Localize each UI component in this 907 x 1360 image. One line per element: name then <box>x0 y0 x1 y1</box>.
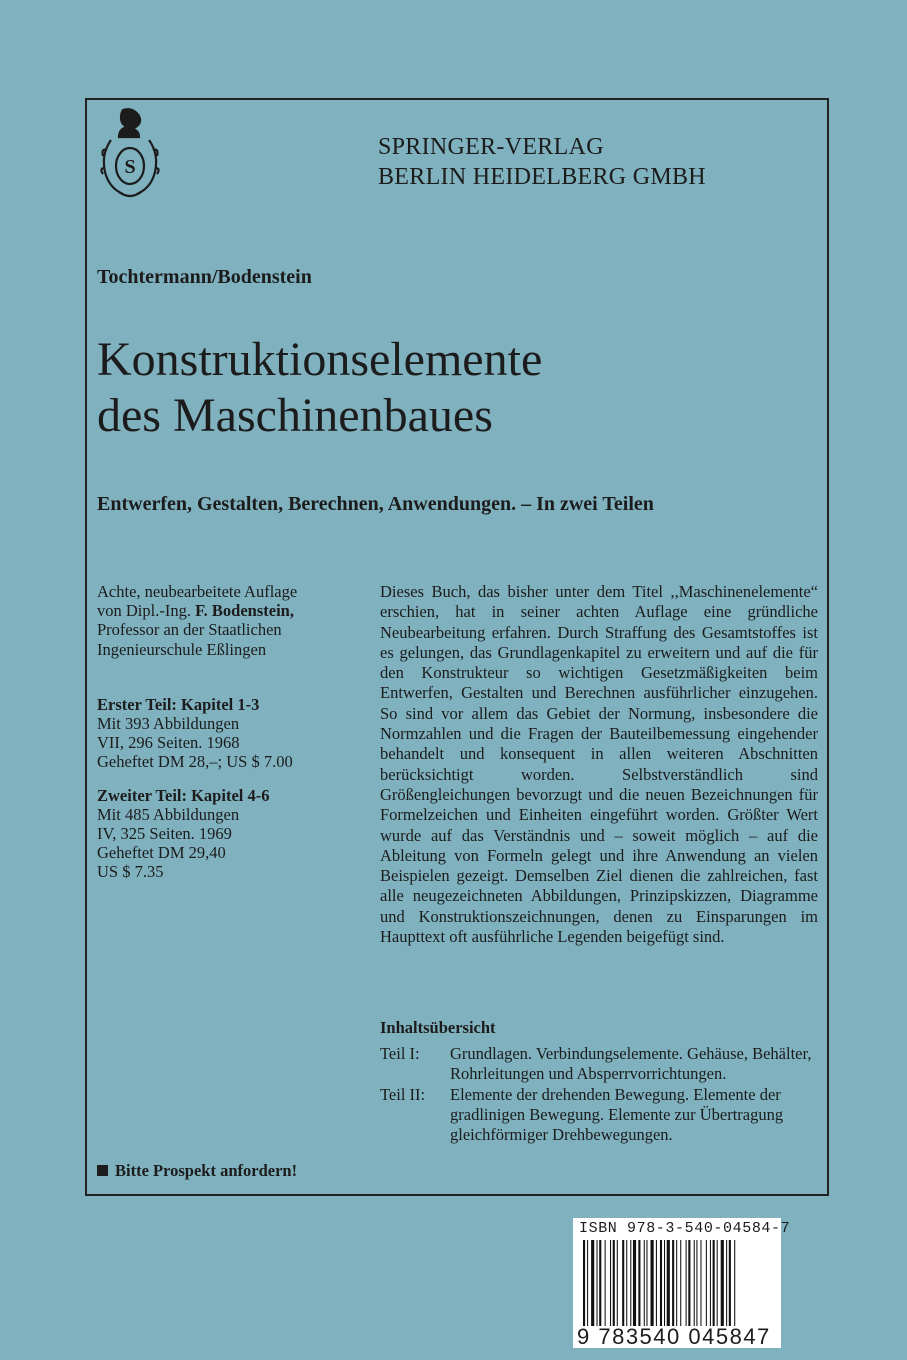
edition-line3: Professor an der Staatlichen <box>97 620 282 640</box>
barcode-bar <box>597 1240 598 1326</box>
isbn-barcode <box>573 1218 791 1349</box>
part-one-line: VII, 296 Seiten. 1968 <box>97 733 240 753</box>
barcode-bar <box>613 1240 615 1326</box>
table-of-contents <box>380 1044 820 1145</box>
book-title <box>97 332 542 444</box>
barcode-bar <box>706 1240 707 1326</box>
barcode-bar <box>605 1240 606 1326</box>
toc-item-text: Grundlagen. Verbindungselemente. Gehäuse, Behälter, Rohrleitungen und Absperrvorrichtungen. <box>450 1044 812 1084</box>
barcode-bar <box>713 1240 715 1326</box>
barcode-bar <box>656 1240 657 1326</box>
barcode-bar <box>700 1240 701 1326</box>
toc-item-label: Teil II: <box>380 1084 426 1104</box>
barcode-bar <box>726 1240 727 1326</box>
book-subtitle: Entwerfen, Gestalten, Berechnen, Anwendungen. – In zwei Teilen <box>97 493 654 515</box>
part-two-line: Geheftet DM 29,40 <box>97 843 226 863</box>
prospekt-text: Bitte Prospekt anfordern! <box>115 1161 298 1180</box>
part-one-block <box>97 695 367 772</box>
part-two-block <box>97 786 367 882</box>
barcode-bar <box>622 1240 624 1326</box>
square-bullet-icon <box>97 1165 108 1176</box>
barcode-bar <box>717 1240 718 1326</box>
barcode-bar <box>610 1240 611 1326</box>
part-two-line: IV, 325 Seiten. 1969 <box>97 824 232 844</box>
edition-line1: Achte, neubearbeitete Auflage <box>97 582 298 601</box>
barcode-bar <box>599 1240 601 1326</box>
barcode-bar <box>646 1240 647 1326</box>
prospekt-notice <box>97 1161 297 1181</box>
barcode-bar <box>583 1240 585 1326</box>
edition-line4: Ingenieurschule Eßlingen <box>97 639 267 659</box>
part-one-line: Geheftet DM 28,–; US $ 7.00 <box>97 752 293 772</box>
barcode-bar <box>694 1240 695 1326</box>
edition-line2 <box>97 601 367 620</box>
publisher-line2: BERLIN HEIDELBERG GMBH <box>378 164 706 190</box>
barcode-bar <box>721 1240 724 1326</box>
toc-item-label: Teil I: <box>380 1044 420 1063</box>
barcode-bar <box>644 1240 645 1326</box>
edition-block <box>97 582 367 659</box>
publisher-line1: SPRINGER-VERLAG <box>378 134 604 160</box>
toc-heading: Inhaltsübersicht <box>380 1018 496 1037</box>
barcode-bar <box>688 1240 690 1326</box>
barcode-bar <box>660 1240 662 1326</box>
barcode-bar <box>633 1240 636 1326</box>
title-line1: Konstruktionselemente <box>97 333 543 386</box>
barcode-bar <box>686 1240 687 1326</box>
barcode-bar <box>729 1240 731 1326</box>
barcode-bar <box>734 1240 735 1326</box>
barcode-bar <box>667 1240 670 1326</box>
title-line2: des Maschinenbaues <box>97 389 493 442</box>
part-two-line: Mit 485 Abbildungen <box>97 804 240 824</box>
barcode-bar <box>587 1240 588 1326</box>
barcode-bar <box>591 1240 594 1326</box>
barcode-bar <box>696 1240 697 1326</box>
edition-author-name: F. Bodenstein, <box>195 601 294 621</box>
edition-info <box>97 582 367 896</box>
toc-item-text: Elemente der drehenden Bewegung. Elemente der gradlinigen Bewegung. Elemente zur Übertragung gleichförmiger Drehbewegungen. <box>450 1084 784 1145</box>
part-one-heading: Erster Teil: Kapitel 1-3 <box>97 694 260 714</box>
isbn-digits: 9 783540 045847 <box>577 1324 771 1349</box>
part-two-line: US $ 7.35 <box>97 862 164 882</box>
barcode-bar <box>672 1240 674 1326</box>
part-one-line: Mit 393 Abbildungen <box>97 714 240 734</box>
barcode-bar <box>626 1240 627 1326</box>
barcode-bar <box>630 1240 631 1326</box>
toc-item <box>380 1085 820 1146</box>
barcode-bar <box>676 1240 677 1326</box>
barcode-bars <box>583 1240 773 1326</box>
book-authors: Tochtermann/Bodenstein <box>97 266 312 288</box>
barcode-bar <box>710 1240 711 1326</box>
logo-letter: S <box>124 156 136 178</box>
part-two-heading: Zweiter Teil: Kapitel 4-6 <box>97 785 270 805</box>
publisher-name <box>378 132 706 192</box>
description-text: Dieses Buch, das bisher unter dem Titel ,,Maschinenelemente“ erschien, hat in seiner achten Auflage eine gründliche Neubearbeitung erfahren. Durch Straffung des Gesamtstoffes ist es gelungen, das Grundlagenkapitel zu erweitern und auf die für den Konstrukteur so wichtigen Gesetzmäßigkeiten beim Entwerfen, Gestalten und Berechnen ausführlicher einzugehen. So sind vor allem das Gebiet der Normung, insbesondere die Normzahlen und die Fragen der Bauteilbemessung eingehender behandelt und konsequent in allen weiteren Abschnitten berücksichtigt worden. Selbstverständlich sind Größengleichungen bevorzugt und die neuen Bezeichnungen für Formelzeichen und Einheiten eingeführt worden. Größter Wert wurde auf das Verständnis und – soweit möglich – auf die Ableitung von Formeln gelegt und ihre Anwendung an vielen Beispielen gezeigt. Demselben Ziel dienen die zahlreichen, fast alle neugezeichneten Abbildungen, Prinzipskizzen, Diagramme und Konstruktionszeichnungen, denen zu Einsparungen im Haupttext oft ausführliche Legenden beigefügt sind. <box>380 582 818 947</box>
barcode-bar <box>638 1240 640 1326</box>
barcode-bar <box>651 1240 654 1326</box>
isbn-label: ISBN 978-3-540-04584-7 <box>579 1220 791 1237</box>
edition-author-prefix: von Dipl.-Ing. <box>97 601 196 621</box>
barcode-bar <box>664 1240 665 1326</box>
springer-knight-logo-icon <box>97 106 163 202</box>
barcode-bar <box>617 1240 618 1326</box>
barcode-bar <box>680 1240 681 1326</box>
toc-item <box>380 1044 820 1085</box>
